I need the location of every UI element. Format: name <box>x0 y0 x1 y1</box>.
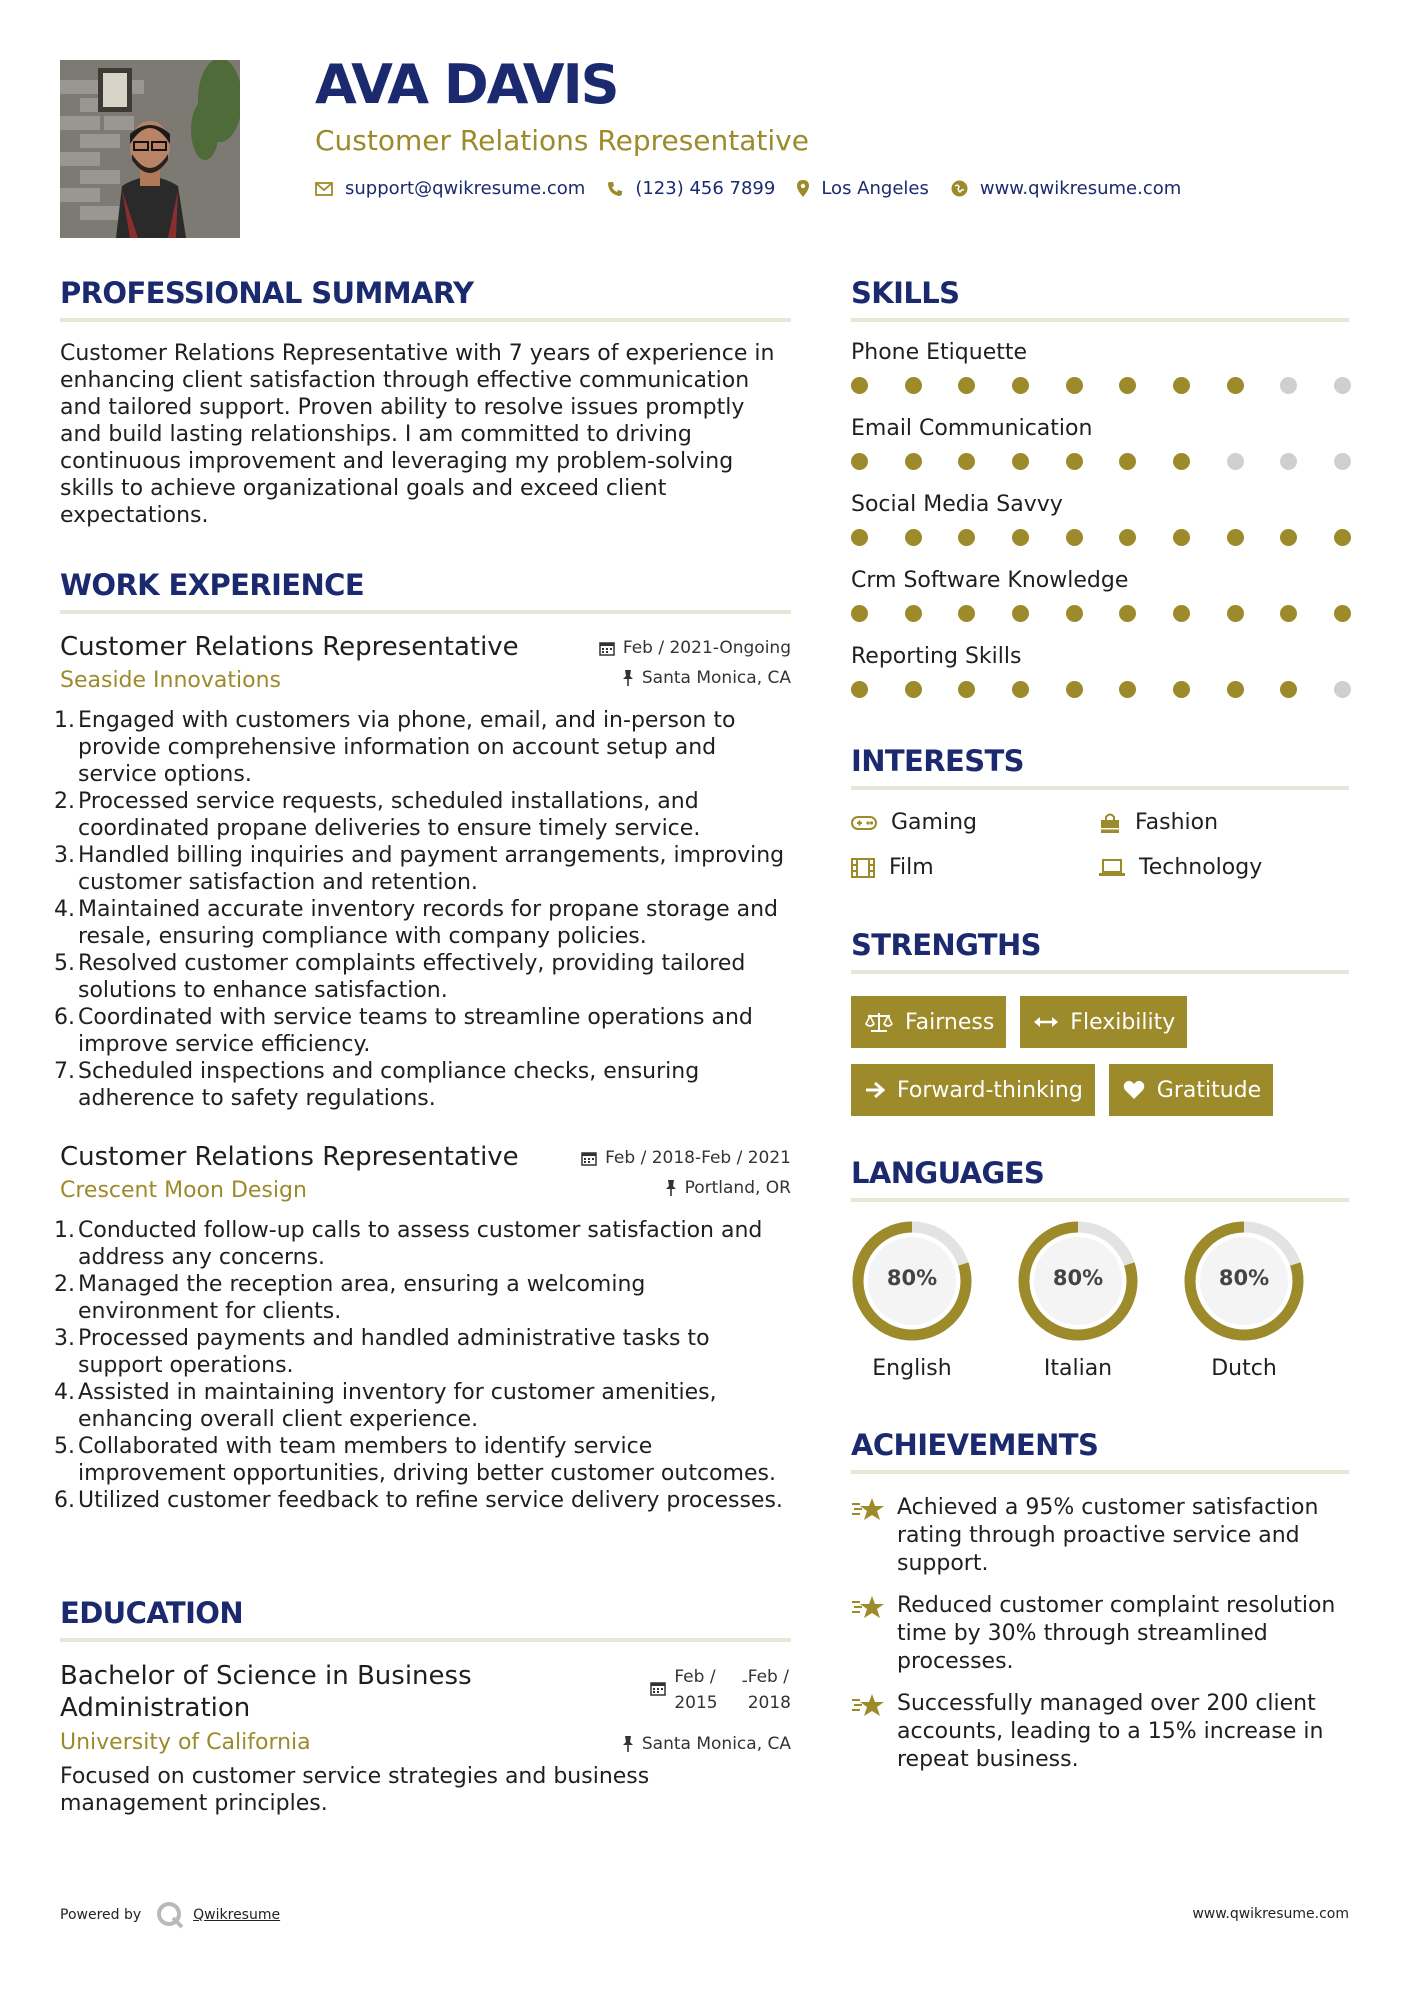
summary-heading: PROFESSIONAL SUMMARY <box>60 276 474 310</box>
phone-icon <box>607 181 623 197</box>
interest-item <box>851 855 1099 880</box>
candidate-name: AVA DAVIS <box>315 53 618 116</box>
shooting-star-icon <box>851 1496 885 1522</box>
job-entry-1 <box>54 632 791 1112</box>
rating-dot-filled <box>1173 453 1190 470</box>
bullet-number: 1. <box>54 1218 75 1243</box>
bullet-item <box>54 1004 791 1058</box>
degree-title <box>60 1660 472 1724</box>
rating-dot-filled <box>905 377 922 394</box>
company-name: Seaside Innovations <box>60 668 281 693</box>
skill-name: Reporting Skills <box>851 644 1022 669</box>
location-text: Los Angeles <box>821 178 929 199</box>
interests-grid <box>851 810 1349 880</box>
balance-scale-icon <box>865 1011 893 1033</box>
rating-dot-filled <box>905 605 922 622</box>
film-icon <box>851 858 875 878</box>
bullet-text: Handled billing inquiries and payment arrangements, improving customer satisfaction and retention. <box>78 843 785 895</box>
summary-text: Customer Relations Representative with 7 years of experience in enhancing client satisfaction through effective communication and tailored support. Proven ability to resolve issues promptly and build lasting relationships. I am committed to driving continuous improvement and leveraging my problem-solving skills to achieve organizational goals and exceed client expectations. <box>60 341 775 528</box>
shooting-star-icon <box>851 1594 885 1620</box>
rating-dot-filled <box>905 453 922 470</box>
language-item <box>1183 1220 1305 1381</box>
rating-dot-filled <box>1280 681 1297 698</box>
envelope-icon <box>315 182 333 196</box>
bullet-text: Processed service requests, scheduled installations, and coordinated propane deliveries to ensure timely service. <box>78 789 701 841</box>
bullet-item <box>54 1217 791 1271</box>
shopping-bag-icon <box>1099 812 1121 834</box>
job-bullets <box>54 1217 791 1514</box>
section-divider <box>851 970 1349 974</box>
edu-start-1: Feb / <box>674 1667 716 1687</box>
job-dates-text: Feb / 2021-Ongoing <box>622 638 791 658</box>
bullet-number: 2. <box>54 789 75 814</box>
language-ring <box>1183 1220 1305 1342</box>
skill-rating <box>851 529 1351 546</box>
interest-item <box>1099 855 1349 880</box>
strength-tag <box>1020 996 1187 1048</box>
heart-icon <box>1123 1080 1145 1100</box>
rating-dot-filled <box>851 605 868 622</box>
rating-dot-filled <box>1334 529 1351 546</box>
rating-dot-filled <box>1173 605 1190 622</box>
job-dates <box>599 638 791 658</box>
bullet-text: Utilized customer feedback to refine service delivery processes. <box>78 1488 783 1513</box>
experience-section <box>54 568 791 1514</box>
bullet-text: Assisted in maintaining inventory for customer amenities, enhancing overall client experience. <box>78 1380 717 1432</box>
achievement-text: Reduced customer complaint resolution time by 30% through streamlined processes. <box>897 1593 1336 1674</box>
job-dates <box>581 1148 791 1168</box>
strength-tags <box>851 996 1371 1132</box>
footer-website[interactable]: www.qwikresume.com <box>1192 1906 1349 1922</box>
website-text: www.qwikresume.com <box>979 178 1182 199</box>
arrows-horizontal-icon <box>1034 1016 1058 1028</box>
skill-rating <box>851 681 1351 698</box>
achievements-list <box>851 1494 1349 1774</box>
strength-tag <box>1109 1064 1273 1116</box>
rating-dot-filled <box>1334 605 1351 622</box>
rating-dot-filled <box>1173 377 1190 394</box>
rating-dot-filled <box>1066 529 1083 546</box>
bullet-item <box>54 1487 791 1514</box>
achievement-text: Successfully managed over 200 client accounts, leading to a 15% increase in repeat business. <box>897 1691 1324 1772</box>
job-dates-text: Feb / 2018-Feb / 2021 <box>605 1148 791 1168</box>
globe-icon <box>951 180 968 197</box>
rating-dot-filled <box>1227 529 1244 546</box>
bullet-item <box>54 1379 791 1433</box>
degree-line-1: Bachelor of Science in Business <box>60 1661 472 1691</box>
interests-heading: INTERESTS <box>851 744 1024 778</box>
languages-heading: LANGUAGES <box>851 1156 1045 1190</box>
laptop-icon <box>1099 859 1125 877</box>
bullet-text: Conducted follow-up calls to assess customer satisfaction and address any concerns. <box>78 1218 763 1270</box>
language-percent: 80% <box>1052 1266 1104 1290</box>
section-divider <box>851 1198 1349 1202</box>
language-name: English <box>872 1356 952 1381</box>
section-divider <box>851 786 1349 790</box>
bullet-item <box>54 896 791 950</box>
bullet-text: Collaborated with team members to identify service improvement opportunities, driving better customer outcomes. <box>78 1434 776 1486</box>
skill-item <box>851 568 1349 622</box>
rating-dot-filled <box>1119 453 1136 470</box>
job-location <box>622 668 791 688</box>
rating-dot-filled <box>1227 605 1244 622</box>
gamepad-icon <box>851 816 877 830</box>
rating-dot-empty <box>1280 377 1297 394</box>
skill-item <box>851 340 1349 394</box>
bullet-text: Managed the reception area, ensuring a welcoming environment for clients. <box>78 1272 646 1324</box>
bullet-number: 3. <box>54 843 75 868</box>
language-name: Dutch <box>1211 1356 1277 1381</box>
edu-end-2: 2018 <box>747 1693 791 1713</box>
rating-dot-filled <box>1119 605 1136 622</box>
rating-dot-filled <box>851 681 868 698</box>
achievement-text: Achieved a 95% customer satisfaction rating through proactive service and support. <box>897 1495 1319 1576</box>
qwikresume-logo-icon <box>155 1900 185 1930</box>
bullet-item <box>54 1271 791 1325</box>
rating-dot-filled <box>1119 529 1136 546</box>
rating-dot-empty <box>1280 453 1297 470</box>
interest-label: Fashion <box>1135 810 1219 835</box>
interest-label: Technology <box>1139 855 1263 880</box>
interest-item <box>851 810 1099 835</box>
job-title: Customer Relations Representative <box>60 632 519 662</box>
rating-dot-filled <box>1119 377 1136 394</box>
rating-dot-filled <box>1066 377 1083 394</box>
rating-dot-filled <box>958 453 975 470</box>
bullet-text: Scheduled inspections and compliance checks, ensuring adherence to safety regulations. <box>78 1059 700 1111</box>
calendar-icon <box>650 1680 666 1696</box>
strength-label: Gratitude <box>1156 1077 1262 1103</box>
rating-dot-filled <box>958 529 975 546</box>
pushpin-icon <box>622 670 634 686</box>
qwikresume-link[interactable]: Qwikresume <box>193 1907 281 1923</box>
skill-rating <box>851 605 1351 622</box>
section-divider <box>60 318 791 322</box>
job-bullets <box>54 707 791 1112</box>
candidate-title: Customer Relations Representative <box>315 124 809 157</box>
rating-dot-filled <box>1066 605 1083 622</box>
bullet-item <box>54 950 791 1004</box>
achievements-heading: ACHIEVEMENTS <box>851 1428 1099 1462</box>
achievements-section <box>851 1428 1349 1788</box>
rating-dot-filled <box>1280 529 1297 546</box>
bullet-text: Processed payments and handled administrative tasks to support operations. <box>78 1326 710 1378</box>
company-name: Crescent Moon Design <box>60 1178 307 1203</box>
rating-dot-filled <box>958 605 975 622</box>
bullet-number: 5. <box>54 951 75 976</box>
skill-item <box>851 644 1349 698</box>
bullet-text: Maintained accurate inventory records for propane storage and resale, ensuring compliance with company policies. <box>78 897 779 949</box>
strengths-heading: STRENGTHS <box>851 928 1041 962</box>
bullet-number: 1. <box>54 708 75 733</box>
skills-section <box>851 276 1349 720</box>
pushpin-icon <box>665 1180 677 1196</box>
education-section <box>60 1596 791 1817</box>
language-name: Italian <box>1043 1356 1113 1381</box>
section-divider <box>60 1638 791 1642</box>
skill-item <box>851 492 1349 546</box>
contact-website[interactable] <box>951 178 1181 199</box>
contact-phone[interactable] <box>607 178 775 199</box>
bullet-number: 6. <box>54 1488 75 1513</box>
rating-dot-filled <box>1227 377 1244 394</box>
contact-location <box>797 178 929 199</box>
rating-dot-filled <box>851 453 868 470</box>
skill-name: Phone Etiquette <box>851 340 1028 365</box>
language-ring <box>851 1220 973 1342</box>
bullet-item <box>54 788 791 842</box>
powered-by-text: Powered by <box>60 1907 142 1923</box>
calendar-icon <box>581 1150 597 1166</box>
language-percent: 80% <box>886 1266 938 1290</box>
education-location-text: Santa Monica, CA <box>641 1734 791 1754</box>
strength-tag <box>851 996 1006 1048</box>
map-pin-icon <box>797 180 809 197</box>
rating-dot-empty <box>1334 377 1351 394</box>
rating-dot-empty <box>1334 681 1351 698</box>
arrow-right-icon <box>865 1081 885 1099</box>
rating-dot-filled <box>1012 377 1029 394</box>
bullet-item <box>54 1058 791 1112</box>
bullet-item <box>54 1433 791 1487</box>
contact-bar <box>315 178 1203 199</box>
experience-heading: WORK EXPERIENCE <box>60 568 365 602</box>
strength-tag <box>851 1064 1095 1116</box>
rating-dot-filled <box>1066 681 1083 698</box>
rating-dot-filled <box>1173 681 1190 698</box>
interests-section <box>851 744 1349 880</box>
bullet-text: Engaged with customers via phone, email, and in-person to provide comprehensive information on account setup and service options. <box>78 708 736 787</box>
footer-powered-by <box>60 1900 280 1930</box>
job-location <box>665 1178 791 1198</box>
edu-date-sep: - <box>741 1671 748 1691</box>
skill-name: Email Communication <box>851 416 1093 441</box>
job-location-text: Portland, OR <box>684 1178 791 1198</box>
interest-label: Gaming <box>891 810 977 835</box>
bullet-number: 4. <box>54 897 75 922</box>
bullet-number: 7. <box>54 1059 75 1084</box>
achievement-item <box>851 1690 1349 1774</box>
achievement-item <box>851 1592 1349 1676</box>
rating-dot-filled <box>851 529 868 546</box>
achievement-item <box>851 1494 1349 1578</box>
rating-dot-filled <box>958 681 975 698</box>
rating-dot-filled <box>1280 605 1297 622</box>
skills-list <box>851 340 1349 698</box>
strength-label: Flexibility <box>1070 1009 1176 1035</box>
section-divider <box>851 1470 1349 1474</box>
education-dates <box>650 1664 791 1716</box>
language-ring <box>1017 1220 1139 1342</box>
bullet-text: Coordinated with service teams to streamline operations and improve service efficiency. <box>78 1005 753 1057</box>
edu-start-2: 2015 <box>674 1693 718 1713</box>
job-entry-2 <box>54 1142 791 1514</box>
education-location <box>622 1734 791 1754</box>
rating-dot-filled <box>905 681 922 698</box>
edu-end-1: Feb / <box>747 1667 789 1687</box>
language-percent: 80% <box>1218 1266 1270 1290</box>
rating-dot-filled <box>1227 681 1244 698</box>
bullet-number: 4. <box>54 1380 75 1405</box>
rating-dot-empty <box>1227 453 1244 470</box>
bullet-item <box>54 842 791 896</box>
summary-section <box>60 276 791 529</box>
bullet-number: 5. <box>54 1434 75 1459</box>
rating-dot-filled <box>851 377 868 394</box>
email-text: support@qwikresume.com <box>345 178 586 199</box>
rating-dot-empty <box>1334 453 1351 470</box>
rating-dot-filled <box>958 377 975 394</box>
rating-dot-filled <box>1012 681 1029 698</box>
languages-section <box>851 1156 1349 1381</box>
rating-dot-filled <box>905 529 922 546</box>
degree-line-2: Administration <box>60 1693 251 1723</box>
skill-rating <box>851 377 1351 394</box>
language-item <box>851 1220 973 1381</box>
interest-label: Film <box>889 855 934 880</box>
bullet-number: 6. <box>54 1005 75 1030</box>
rating-dot-filled <box>1066 453 1083 470</box>
calendar-icon <box>599 640 615 656</box>
strengths-section <box>851 928 1349 1132</box>
rating-dot-filled <box>1012 529 1029 546</box>
interest-item <box>1099 810 1349 835</box>
education-heading: EDUCATION <box>60 1596 244 1630</box>
strength-label: Forward-thinking <box>897 1077 1083 1103</box>
skills-heading: SKILLS <box>851 276 960 310</box>
bullet-item <box>54 707 791 788</box>
education-description: Focused on customer service strategies and business management principles. <box>60 1764 650 1816</box>
rating-dot-filled <box>1119 681 1136 698</box>
bullet-item <box>54 1325 791 1379</box>
section-divider <box>60 610 791 614</box>
strength-label: Fairness <box>905 1009 995 1035</box>
language-item <box>1017 1220 1139 1381</box>
languages-list <box>851 1220 1349 1381</box>
bullet-number: 2. <box>54 1272 75 1297</box>
bullet-text: Resolved customer complaints effectively, providing tailored solutions to enhance satisfaction. <box>78 951 746 1003</box>
pushpin-icon <box>622 1736 634 1752</box>
rating-dot-filled <box>1012 605 1029 622</box>
skill-item <box>851 416 1349 470</box>
bullet-number: 3. <box>54 1326 75 1351</box>
section-divider <box>851 318 1349 322</box>
contact-email[interactable] <box>315 178 585 199</box>
job-title: Customer Relations Representative <box>60 1142 519 1172</box>
phone-text: (123) 456 7899 <box>635 178 776 199</box>
shooting-star-icon <box>851 1692 885 1718</box>
rating-dot-filled <box>1012 453 1029 470</box>
rating-dot-filled <box>1173 529 1190 546</box>
skill-rating <box>851 453 1351 470</box>
skill-name: Crm Software Knowledge <box>851 568 1129 593</box>
profile-photo <box>60 60 240 238</box>
school-name: University of California <box>60 1730 311 1755</box>
skill-name: Social Media Savvy <box>851 492 1063 517</box>
job-location-text: Santa Monica, CA <box>641 668 791 688</box>
